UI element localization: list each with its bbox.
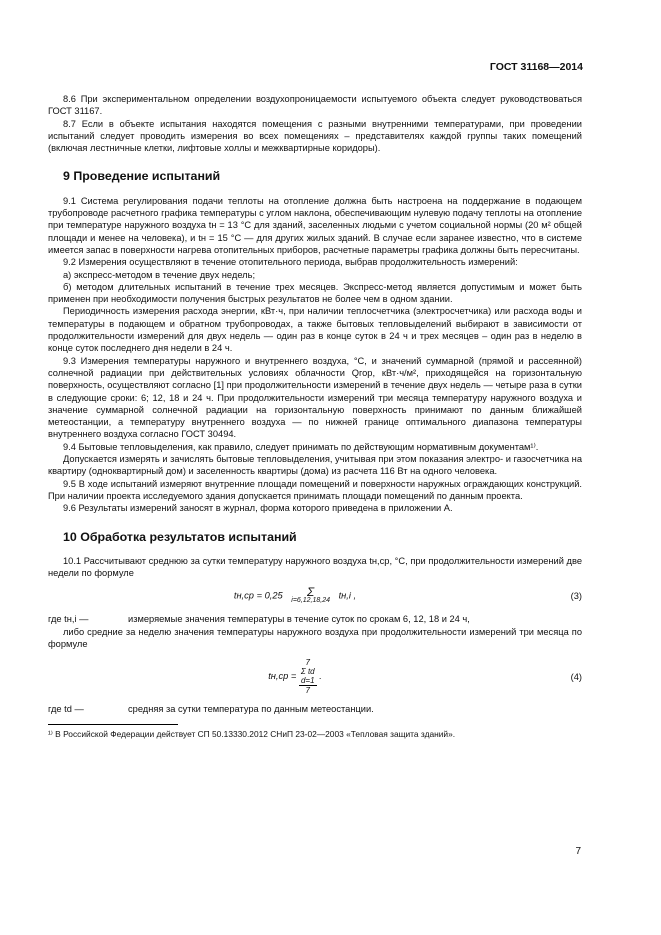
page-number: 7 [575,846,581,857]
paragraph-9-6: 9.6 Результаты измерений заносят в журнал, форма которого приведена в приложении А. [63,503,453,514]
paragraph-8-7: 8.7 Если в объекте испытания находятся помещения с разными внутренними температурами, при проведении испытаний следует проводить измерения во всех помещениях – представителях каждой группы таких помещений (включая лестничные клетки, лифтовые холлы и межквартирные коридоры). [48,118,582,154]
formula-4-sum-top: 7 [305,658,310,668]
formula-3-number: (3) [570,591,582,602]
section-9-heading: 9 Проведение испытаний [63,169,221,184]
formula-3-body [48,587,542,605]
formula-3-lhs: tн,ср [233,590,254,601]
paragraph-9-1: 9.1 Система регулирования подачи теплоты на отопление должна быть настроена на поддержание в подающем трубопроводе расчетного графика температуры с углом наклона, обеспечивающим нулевую подачу теплоты на отопление при температуре наружного воздуха tн = 13 °С для зданий, заселенных людьми с учетом социальной нормы (20 м² общей площади и менее на человека), и tн = 15 °С — для других жилых зданий. В случае если заранее известно, что в системе имеется запас в поверхности нагрева отопительных приборов, расчетные параметры графика должны быть пересчитаны. [48,195,582,255]
section-10-heading: 10 Обработка результатов испытаний [63,529,297,544]
footnote: ¹⁾ В Российской Федерации действует СП 50.13330.2012 СНиП 23-02—2003 «Тепловая защита зданий». [48,728,456,739]
formula-3-term: tн,i [338,590,351,601]
where-td [48,703,582,715]
where-tni-label: где tн,i — [48,614,89,625]
formula-4-eq: = [290,671,297,682]
where-tni-text: измеряемые значения температуры в течение суток по срокам 6, 12, 18 и 24 ч, [128,614,470,625]
formula-3-sum-index: i=6,12,18,24 [291,597,330,605]
formula-4-lhs: tн,ср [268,671,289,682]
formula-3-coef: = 0,25 [256,590,283,601]
formula-4-num-term: Σ td [300,667,315,677]
footnote-divider [48,724,178,725]
formula-4-body [48,658,542,695]
sum-sign: Σ [307,585,315,600]
formula-3-sum [291,587,330,605]
paragraph-9-2b: б) методом длительных испытаний в течение трех месяцев. Экспресс-метод является допустимым и может быть применен при необходимости получения быстрых результатов не более чем в одном здании. [48,281,582,305]
paragraph-either: либо средние за неделю значения температуры наружного воздуха при продолжительности измерений три месяца по формуле [48,626,582,649]
document-body [48,93,582,740]
where-td-label: где td — [48,704,84,715]
paragraph-9-2c: Периодичность измерения расхода энергии, кВт·ч, при наличии теплосчетчика (электросчетчика) или расхода воды и температуры в подающем и обратном трубопроводах, а также бытовых тепловыделений выбирают в зависимости от продолжительности измерений для двух недель — один раз в конце суток в 24 ч и трех месяцев – один раз в неделю в конце суток последнего дня недели в 24 ч. [48,306,582,354]
formula-3-tail: , [353,590,357,601]
formula-3 [48,587,582,605]
formula-4 [48,658,582,695]
formula-4-tail: . [319,671,322,682]
where-tni [48,613,582,625]
paragraph-9-4a: Допускается измерять и зачислять бытовые тепловыделения, учитывая при этом показания электро- и газосчетчика на квартиру (одноквартирный дом) и заселенность квартиры (дома) из расчета 116 Вт на одного человека. [48,454,582,477]
paragraph-9-2: 9.2 Измерения осуществляют в течение отопительного периода, выбрав продолжительность измерений: [63,257,518,268]
document-header: ГОСТ 31168—2014 [489,61,583,73]
formula-4-numerator [299,658,317,686]
paragraph-10-1: 10.1 Рассчитывают среднюю за сутки температуру наружного воздуха tн,ср, °С, при продолжительности измерений две недели по формуле [48,555,582,579]
formula-4-fraction [299,658,317,695]
formula-4-number: (4) [570,671,582,682]
paragraph-9-4: 9.4 Бытовые тепловыделения, как правило, следует принимать по действующим нормативным документам¹⁾. [63,441,539,452]
formula-4-num-sub: d=1 [300,676,315,686]
paragraph-9-2a: а) экспресс-методом в течение двух недель; [63,269,256,280]
paragraph-9-5: 9.5 В ходе испытаний измеряют внутренние площади помещений и поверхности наружных ограждающих конструкций. При наличии проекта исследуемого здания допускается принимать площади помещений по данным проекта. [48,478,582,501]
where-td-text: средняя за сутки температура по данным метеостанции. [128,704,374,715]
paragraph-9-3: 9.3 Измерения температуры наружного и внутреннего воздуха, °С, и значений суммарной (прямой и рассеянной) солнечной радиации при действительных условиях облачности Qгор, кВт·ч/м², приходящейся на горизонтальную поверхность, осуществляют согласно [1] при продолжительности измерений в течение двух недель — четыре раза в сутки в следующие сроки: 6; 12, 18 и 24 ч. При продолжительности измерений три месяца температуру наружного воздуха и значение суммарной солнечной радиации на горизонтальную поверхность принимают по данным ближайшей метеостанции, а температуру внутреннего воздуха — по нижней границе оптимального диапазона температуры внутреннего воздуха согласно ГОСТ 30494. [48,355,582,440]
paragraph-8-6: 8.6 При экспериментальном определении воздухопроницаемости испытуемого объекта следует руководствоваться ГОСТ 31167. [48,94,582,117]
formula-4-denominator: 7 [305,686,310,696]
